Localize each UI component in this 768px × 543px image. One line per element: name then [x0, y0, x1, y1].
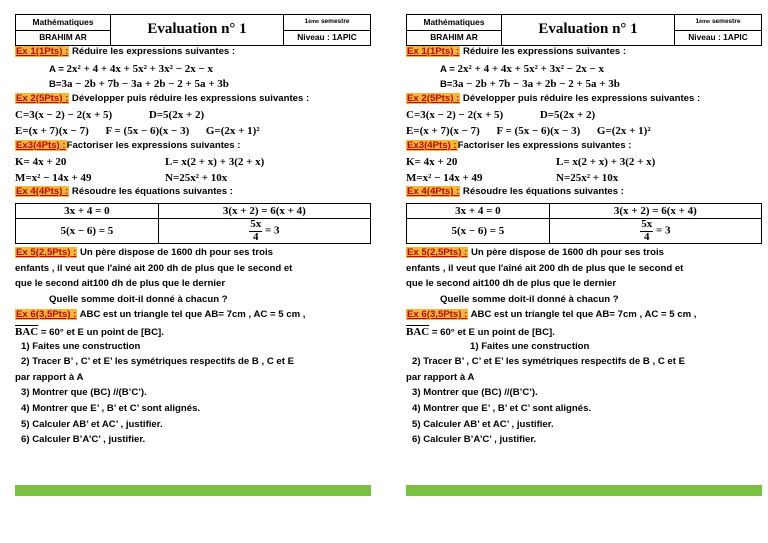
ex5-line-3: que le second ait100 dh de plus que le dernier: [15, 278, 226, 290]
ex1-expression-a: A = 2x² + 4 + 4x + 5x² + 3x² − 2x − x: [440, 62, 605, 75]
expr-k: K= 4x + 20: [406, 156, 458, 169]
ex4-heading: [406, 186, 762, 202]
ex3-row-2: [406, 171, 762, 187]
ex6-item-5: 5) Calculer AB’ et AC’ , justifier.: [412, 418, 554, 430]
ex1-instruction: Réduire les expressions suivantes :: [462, 46, 627, 57]
ex2-row-1: [15, 108, 371, 124]
ex1-tag: Ex 1(1Pts) :: [16, 46, 69, 57]
ex6-item-3: 3) Montrer que (BC) //(B’C’).: [412, 387, 538, 399]
ex2-heading: [15, 93, 371, 109]
teacher-cell: BRAHIM AR: [39, 32, 87, 43]
expr-d: D=5(2x + 2): [148, 109, 205, 122]
equation-2: 3(x + 2) = 6(x + 4): [549, 203, 761, 218]
expr-l: L= x(2 + x) + 3(2 + x): [556, 156, 656, 169]
angle-bac: $\overline{BAC}$: [15, 326, 39, 339]
level-cell: Niveau : 1APIC: [688, 32, 748, 43]
ex4-tag: Ex 4(4Pts) :: [407, 186, 460, 198]
ex6-angle-line: $\overline{BAC} = 60^\circ$ et E un point de [BC].: [406, 326, 555, 339]
ex2-instruction: Développer puis réduire les expressions suivantes :: [460, 92, 701, 104]
ex3-heading: [15, 140, 371, 156]
ex2-row-1: [406, 108, 762, 124]
ex6-item-1: 1) Faites une construction: [21, 340, 141, 352]
ex4-tag: Ex 4(4Pts) :: [16, 186, 69, 198]
ex6-heading: Ex 6(3,5Pts) : ABC est un triangle tel que AB= 7cm , AC = 5 cm ,: [407, 309, 697, 321]
ex3-tag: Ex3(4Pts) :: [16, 139, 66, 151]
expr-k: K= 4x + 20: [15, 156, 67, 169]
ex5-line-2: enfants , il veut que l'aîné ait 200 dh de plus que le second et: [15, 262, 293, 274]
equation-4: $\frac{5x}{4}$ = 3: [549, 219, 761, 244]
expr-c: C=3(x − 2) − 2(x + 5): [406, 109, 504, 122]
ex3-row-2: [15, 171, 371, 187]
expr-m: M=x² − 14x + 49: [15, 171, 92, 184]
expr-n: N=25x² + 10x: [165, 171, 228, 184]
ex6-heading: Ex 6(3,5Pts) : ABC est un triangle tel que AB= 7cm , AC = 5 cm ,: [16, 309, 306, 321]
ex6-item-4: 4) Montrer que E’ , B’ et C’ sont alignés.: [21, 403, 201, 415]
ex1-heading: [406, 46, 762, 62]
angle-bac: $\overline{BAC}$: [406, 326, 430, 339]
ex3-instruction: Factoriser les expressions suivantes :: [66, 139, 241, 151]
ex5-line-3: que le second ait100 dh de plus que le dernier: [406, 278, 617, 290]
ex2-tag: Ex 2(5Pts) :: [16, 92, 69, 104]
expr-l: L= x(2 + x) + 3(2 + x): [165, 156, 265, 169]
ex1-instruction: Réduire les expressions suivantes :: [71, 46, 236, 57]
footer-bar: [15, 485, 371, 496]
ex3-heading: [406, 140, 762, 156]
worksheet-right: [406, 14, 762, 496]
ex3-instruction: Factoriser les expressions suivantes :: [457, 139, 632, 151]
ex6-item-4: 4) Montrer que E’ , B’ et C’ sont alignés.: [412, 403, 592, 415]
expr-g: G=(2x + 1)²: [205, 124, 260, 137]
expr-d: D=5(2x + 2): [539, 109, 596, 122]
ex5-question: Quelle somme doit-il donné à chacun ?: [49, 293, 228, 305]
ex1-expression-b: B=3a − 2b + 7b − 3a + 2b − 2 + 5a + 3b: [49, 78, 229, 91]
ex6-item-6: 6) Calculer B’A’C’ , justifier.: [21, 434, 146, 446]
ex2-heading: [406, 93, 762, 109]
expr-e: E=(x + 7)(x − 7): [15, 124, 89, 137]
equations-table: [15, 203, 371, 244]
ex1-tag: Ex 1(1Pts) :: [407, 46, 460, 57]
footer-bar: [406, 485, 762, 496]
ex4-instruction: Résoudre les équations suivantes :: [69, 186, 233, 198]
ex6-item-2-cont: par rapport à A: [15, 371, 84, 383]
expr-n: N=25x² + 10x: [556, 171, 619, 184]
equation-3: 5(x − 6) = 5: [16, 219, 159, 244]
ex3-tag: Ex3(4Pts) :: [407, 139, 457, 151]
header-table: [406, 14, 762, 46]
ex2-tag: Ex 2(5Pts) :: [407, 92, 460, 104]
ex6-item-1: 1) Faites une construction: [470, 340, 590, 352]
semester-cell: 1 ème semestre: [675, 15, 761, 31]
ex5-tag: Ex 5(2,5Pts) :: [407, 247, 468, 259]
expr-f: F = (5x − 6)(x − 3): [105, 124, 190, 137]
expr-f: F = (5x − 6)(x − 3): [496, 124, 581, 137]
ex4-heading: [15, 186, 371, 202]
equation-3: 5(x − 6) = 5: [407, 219, 550, 244]
equation-2: 3(x + 2) = 6(x + 4): [158, 203, 370, 218]
ex6-item-2: 2) Tracer B’ , C’ et E’ les symétriques respectifs de B , C et E: [412, 356, 686, 368]
ex5-heading: Ex 5(2,5Pts) : Un père dispose de 1600 dh pour ses trois: [16, 247, 273, 259]
ex5-question: Quelle somme doit-il donné à chacun ?: [440, 293, 619, 305]
ex6-item-5: 5) Calculer AB’ et AC’ , justifier.: [21, 418, 163, 430]
ex5-line-2: enfants , il veut que l'aîné ait 200 dh de plus que le second et: [406, 262, 684, 274]
ex3-row-1: [15, 155, 371, 171]
expr-g: G=(2x + 1)²: [596, 124, 651, 137]
ex6-item-2: 2) Tracer B’ , C’ et E’ les symétriques respectifs de B , C et E: [21, 356, 295, 368]
subject-cell: Mathématiques: [407, 15, 501, 31]
ex1-heading: [15, 46, 371, 62]
ex6-tag: Ex 6(3,5Pts) :: [407, 309, 468, 321]
expr-m: M=x² − 14x + 49: [406, 171, 483, 184]
worksheet-left: [15, 14, 371, 496]
ex4-instruction: Résoudre les équations suivantes :: [460, 186, 624, 198]
ex5-tag: Ex 5(2,5Pts) :: [16, 247, 77, 259]
subject-cell: Mathématiques: [16, 15, 110, 31]
teacher-cell: BRAHIM AR: [430, 32, 478, 43]
ex3-row-1: [406, 155, 762, 171]
ex2-row-2: [406, 124, 762, 140]
header-table: [15, 14, 371, 46]
ex5-heading: Ex 5(2,5Pts) : Un père dispose de 1600 dh pour ses trois: [407, 247, 664, 259]
equation-1: 3x + 4 = 0: [407, 203, 550, 218]
exam-title: Evaluation n° 1: [501, 15, 675, 45]
ex6-item-2-cont: par rapport à A: [406, 371, 475, 383]
ex1-expression-a: A = 2x² + 4 + 4x + 5x² + 3x² − 2x − x: [49, 62, 214, 75]
ex2-instruction: Développer puis réduire les expressions suivantes :: [69, 92, 310, 104]
ex2-row-2: [15, 124, 371, 140]
ex6-item-6: 6) Calculer B’A’C’ , justifier.: [412, 434, 537, 446]
ex6-tag: Ex 6(3,5Pts) :: [16, 309, 77, 321]
semester-cell: 1 ème semestre: [284, 15, 370, 31]
exam-title: Evaluation n° 1: [110, 15, 284, 45]
ex6-item-3: 3) Montrer que (BC) //(B’C’).: [21, 387, 147, 399]
equation-1: 3x + 4 = 0: [16, 203, 159, 218]
expr-e: E=(x + 7)(x − 7): [406, 124, 480, 137]
level-cell: Niveau : 1APIC: [297, 32, 357, 43]
expr-c: C=3(x − 2) − 2(x + 5): [15, 109, 113, 122]
equations-table: [406, 203, 762, 244]
ex1-expression-b: B=3a − 2b + 7b − 3a + 2b − 2 + 5a + 3b: [440, 78, 620, 91]
equation-4: $\frac{5x}{4}$ = 3: [158, 219, 370, 244]
ex6-angle-line: $\overline{BAC} = 60^\circ$ et E un point de [BC].: [15, 326, 164, 339]
